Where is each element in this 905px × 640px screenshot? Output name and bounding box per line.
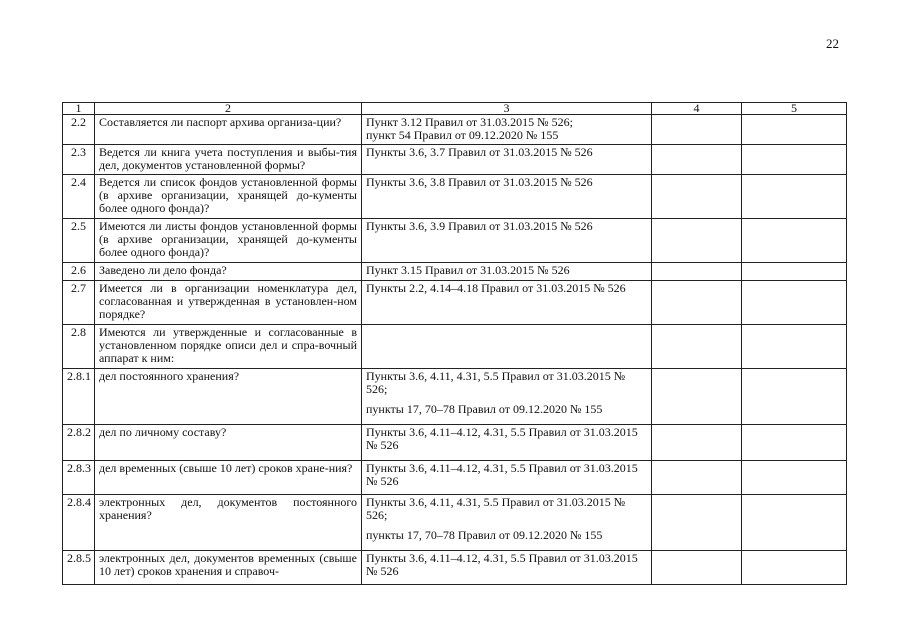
answer-cell-4[interactable] xyxy=(652,263,742,281)
answer-cell-4[interactable] xyxy=(652,425,742,461)
legal-reference xyxy=(362,325,652,369)
answer-cell-4[interactable] xyxy=(652,281,742,325)
question-text: Ведется ли список фондов установленной формы (в архиве организации, хранящей до-кументы более одного фонда)? xyxy=(95,175,362,219)
legal-reference xyxy=(362,551,652,585)
reference-line: Пункты 2.2, 4.14–4.18 Правил от 31.03.2015 № 526 xyxy=(366,281,626,295)
answer-cell-5[interactable] xyxy=(742,145,847,175)
reference-line: пункты 17, 70–78 Правил от 09.12.2020 № 155 xyxy=(366,402,603,416)
answer-cell-5[interactable] xyxy=(742,281,847,325)
table-row xyxy=(63,425,847,461)
answer-cell-5[interactable] xyxy=(742,115,847,145)
reference-line: Пункт 3.12 Правил от 31.03.2015 № 526; xyxy=(366,115,573,129)
answer-cell-5[interactable] xyxy=(742,425,847,461)
answer-cell-4[interactable] xyxy=(652,369,742,425)
answer-cell-5[interactable] xyxy=(742,325,847,369)
table-row xyxy=(63,115,847,145)
answer-cell-4[interactable] xyxy=(652,175,742,219)
column-header-4: 4 xyxy=(652,103,742,115)
answer-cell-5[interactable] xyxy=(742,219,847,263)
answer-cell-5[interactable] xyxy=(742,551,847,585)
answer-cell-5[interactable] xyxy=(742,263,847,281)
reference-line: пункт 54 Правил от 09.12.2020 № 155 xyxy=(366,128,559,142)
reference-line: Пункты 3.6, 4.11–4.12, 4.31, 5.5 Правил от 31.03.2015 № 526 xyxy=(366,425,638,452)
column-header-1: 1 xyxy=(63,103,95,115)
table-row xyxy=(63,145,847,175)
legal-reference xyxy=(362,369,652,425)
column-header-2: 2 xyxy=(95,103,362,115)
item-number: 2.8 xyxy=(63,325,95,369)
legal-reference xyxy=(362,461,652,495)
item-number: 2.8.5 xyxy=(63,551,95,585)
question-text: Имеются ли утвержденные и согласованные в установленном порядке описи дел и спра-вочный аппарат к ним: xyxy=(95,325,362,369)
question-text: Заведено ли дело фонда? xyxy=(95,263,362,281)
answer-cell-4[interactable] xyxy=(652,145,742,175)
answer-cell-5[interactable] xyxy=(742,461,847,495)
column-header-5: 5 xyxy=(742,103,847,115)
table-row xyxy=(63,175,847,219)
question-text: Имеются ли листы фондов установленной формы (в архиве организации, хранящей до-кументы более одного фонда)? xyxy=(95,219,362,263)
column-header-3: 3 xyxy=(362,103,652,115)
reference-line: Пункты 3.6, 4.11–4.12, 4.31, 5.5 Правил от 31.03.2015 № 526 xyxy=(366,551,638,578)
legal-reference xyxy=(362,145,652,175)
legal-reference xyxy=(362,495,652,551)
table-header-row xyxy=(63,103,847,115)
reference-line: Пункты 3.6, 4.11–4.12, 4.31, 5.5 Правил от 31.03.2015 № 526 xyxy=(366,461,638,488)
question-text: Составляется ли паспорт архива организа-ции? xyxy=(95,115,362,145)
reference-line: Пункты 3.6, 3.9 Правил от 31.03.2015 № 526 xyxy=(366,219,593,233)
item-number: 2.4 xyxy=(63,175,95,219)
reference-line: Пункт 3.15 Правил от 31.03.2015 № 526 xyxy=(366,263,570,277)
answer-cell-4[interactable] xyxy=(652,219,742,263)
question-text: электронных дел, документов временных (свыше 10 лет) сроков хранения и справоч- xyxy=(95,551,362,585)
table-row xyxy=(63,551,847,585)
answer-cell-4[interactable] xyxy=(652,551,742,585)
legal-reference xyxy=(362,115,652,145)
question-text: дел постоянного хранения? xyxy=(95,369,362,425)
question-text: дел по личному составу? xyxy=(95,425,362,461)
legal-reference xyxy=(362,263,652,281)
answer-cell-4[interactable] xyxy=(652,461,742,495)
table-row xyxy=(63,369,847,425)
table-row xyxy=(63,263,847,281)
legal-reference xyxy=(362,219,652,263)
item-number: 2.2 xyxy=(63,115,95,145)
table-row xyxy=(63,281,847,325)
answer-cell-5[interactable] xyxy=(742,175,847,219)
item-number: 2.3 xyxy=(63,145,95,175)
item-number: 2.5 xyxy=(63,219,95,263)
question-text: электронных дел, документов постоянного хранения? xyxy=(95,495,362,551)
reference-line: Пункты 3.6, 3.7 Правил от 31.03.2015 № 526 xyxy=(366,145,593,159)
answer-cell-4[interactable] xyxy=(652,495,742,551)
legal-reference xyxy=(362,281,652,325)
table-row xyxy=(63,495,847,551)
reference-line: пункты 17, 70–78 Правил от 09.12.2020 № 155 xyxy=(366,528,603,542)
item-number: 2.8.3 xyxy=(63,461,95,495)
item-number: 2.6 xyxy=(63,263,95,281)
item-number: 2.7 xyxy=(63,281,95,325)
table-row xyxy=(63,461,847,495)
item-number: 2.8.1 xyxy=(63,369,95,425)
table-row xyxy=(63,325,847,369)
table-row xyxy=(63,219,847,263)
question-text: Имеется ли в организации номенклатура дел, согласованная и утвержденная в установлен-ном порядке? xyxy=(95,281,362,325)
answer-cell-5[interactable] xyxy=(742,495,847,551)
item-number: 2.8.2 xyxy=(63,425,95,461)
page-number: 22 xyxy=(826,36,839,51)
item-number: 2.8.4 xyxy=(63,495,95,551)
answer-cell-4[interactable] xyxy=(652,115,742,145)
answer-cell-4[interactable] xyxy=(652,325,742,369)
legal-reference xyxy=(362,175,652,219)
checklist-table xyxy=(62,102,847,585)
reference-line: Пункты 3.6, 4.11, 4.31, 5.5 Правил от 31.03.2015 № 526; xyxy=(366,495,626,522)
reference-line: Пункты 3.6, 3.8 Правил от 31.03.2015 № 526 xyxy=(366,175,593,189)
question-text: дел временных (свыше 10 лет) сроков хране-ния? xyxy=(95,461,362,495)
question-text: Ведется ли книга учета поступления и выбы-тия дел, документов установленной формы? xyxy=(95,145,362,175)
answer-cell-5[interactable] xyxy=(742,369,847,425)
legal-reference xyxy=(362,425,652,461)
reference-line: Пункты 3.6, 4.11, 4.31, 5.5 Правил от 31.03.2015 № 526; xyxy=(366,369,626,396)
